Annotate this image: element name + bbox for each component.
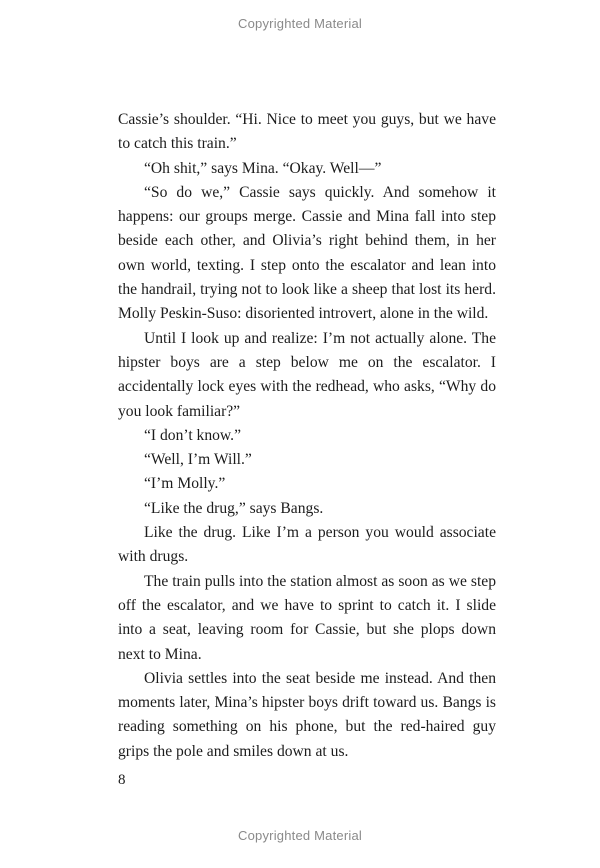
paragraph: “I’m Molly.” — [144, 475, 226, 493]
body-text — [118, 108, 496, 764]
copyright-watermark-bottom: Copyrighted Material — [238, 828, 362, 843]
paragraph: “I don’t know.” — [144, 426, 242, 444]
paragraph: Olivia settles into the seat beside me instead. And then moments later, Mina’s hipster boys drift toward us. Bangs is reading something on his phone, but the red-haired guy grips the pole and smiles down at us. — [118, 669, 496, 760]
paragraph: “So do we,” Cassie says quickly. And somehow it happens: our groups merge. Cassie and Mina fall into step beside each other, and Olivia’s right behind them, in her own world, texting. I step onto the escalator and lean into the handrail, trying not to look like a sheep that lost its herd. Molly Peskin-Suso: disoriented introvert, alone in the wild. — [118, 183, 496, 323]
paragraph: “Oh shit,” says Mina. “Okay. Well—” — [144, 159, 382, 177]
paragraph: Until I look up and realize: I’m not actually alone. The hipster boys are a step below me on the escalator. I accidentally lock eyes with the redhead, who asks, “Why do you look familiar?” — [118, 329, 496, 420]
paragraph: Like the drug. Like I’m a person you would associate with drugs. — [118, 524, 496, 566]
paragraph: The train pulls into the station almost as soon as we step off the escalator, and we have to sprint to catch it. I slide into a seat, leaving room for Cassie, but she plops down next to Mina. — [118, 572, 496, 663]
paragraph: “Well, I’m Will.” — [144, 451, 252, 469]
paragraph: “Like the drug,” says Bangs. — [144, 499, 324, 517]
copyright-watermark-top: Copyrighted Material — [238, 16, 362, 31]
paragraph: Cassie’s shoulder. “Hi. Nice to meet you guys, but we have to catch this train.” — [118, 111, 496, 153]
page-number: 8 — [118, 772, 126, 788]
